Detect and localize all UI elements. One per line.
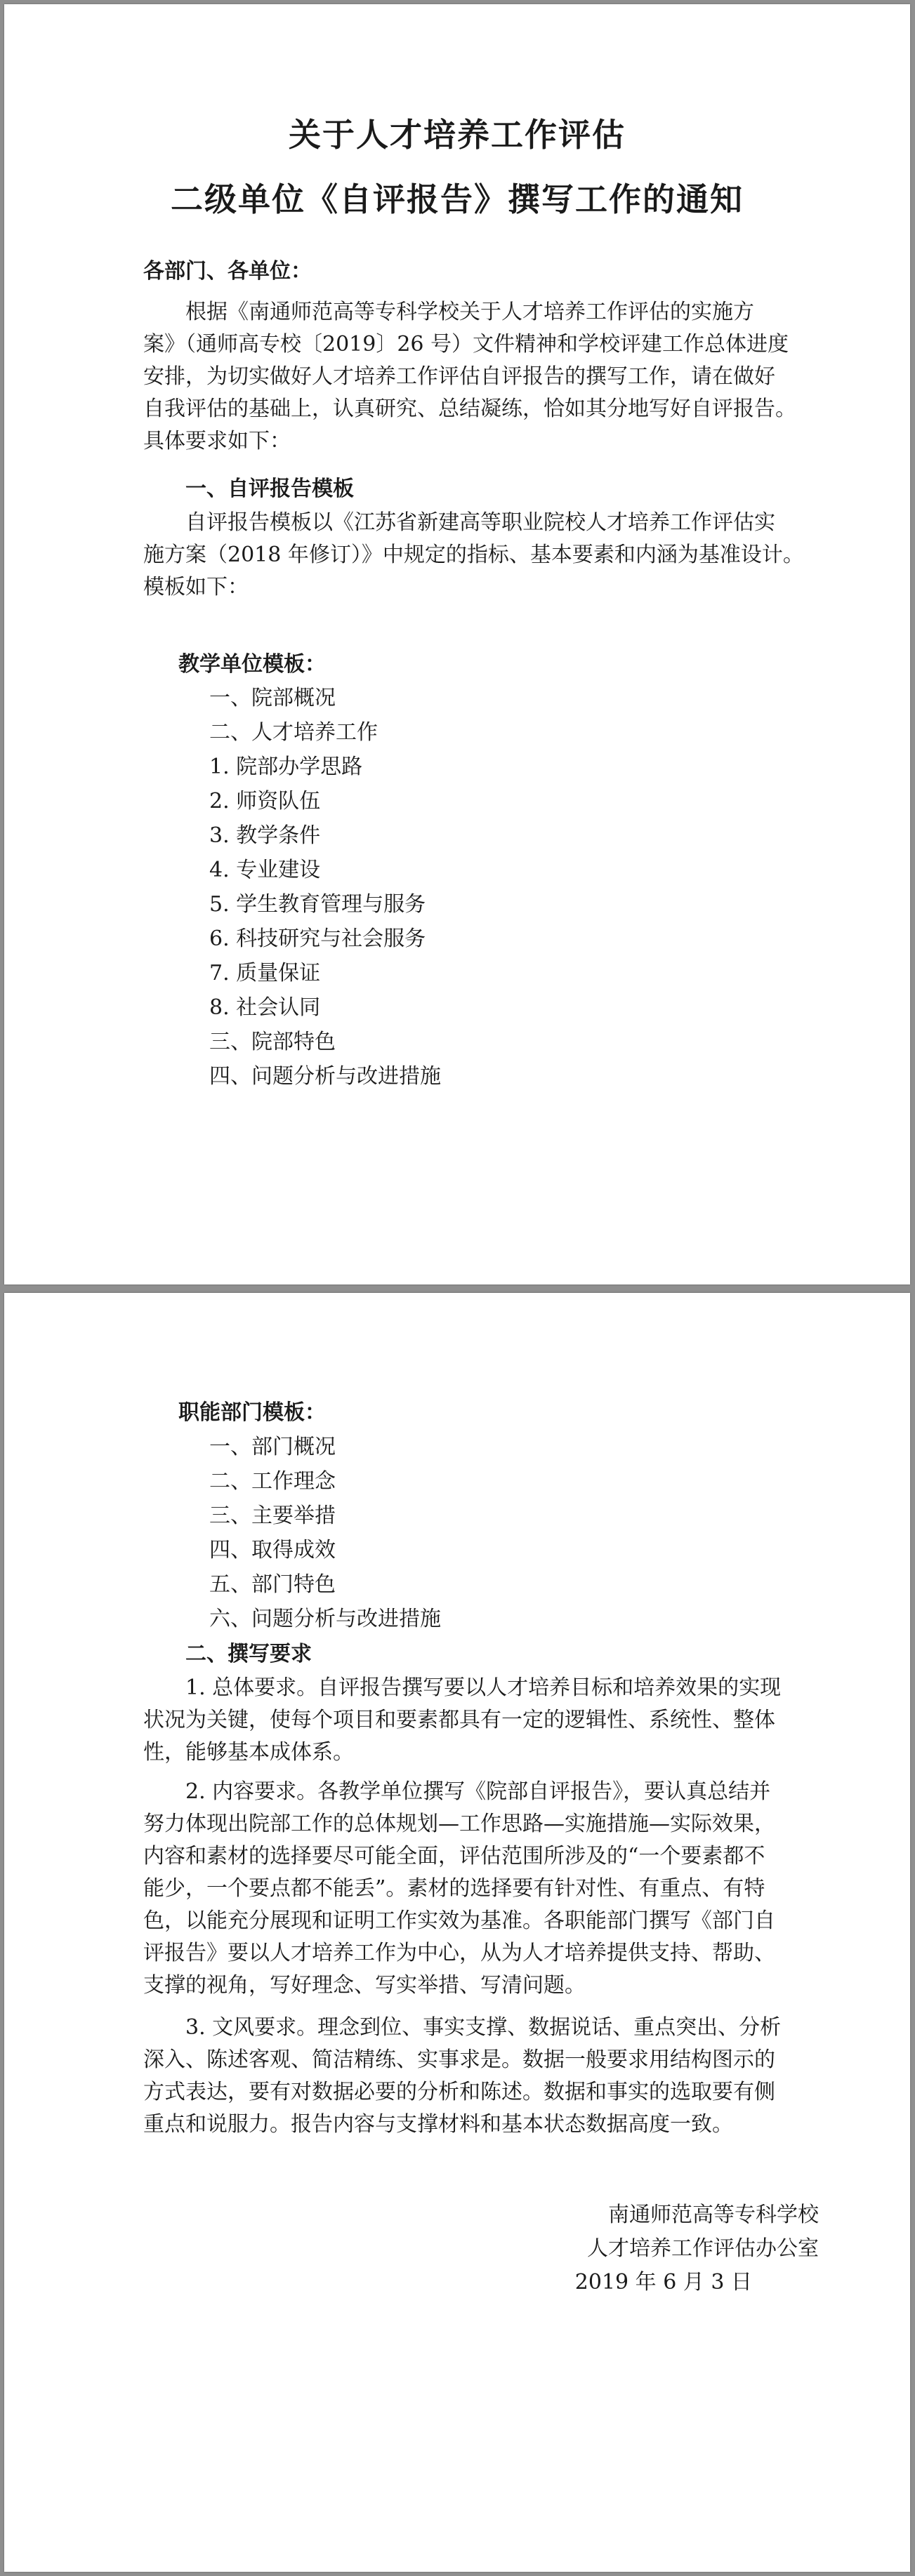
functional-template-item: 二、工作理念 [209, 1469, 336, 1494]
requirement-2-line: 能少，一个要点都不能丢”。素材的选择要有针对性、有重点、有特 [143, 1876, 765, 1901]
teaching-template-item: 三、院部特色 [209, 1030, 336, 1054]
section1-line: 施方案（2018 年修订）》中规定的指标、基本要素和内涵为基准设计。 [143, 543, 804, 567]
requirement-1-paragraph [143, 1672, 796, 1769]
signature-date: 2019 年 6 月 3 日 [574, 2270, 752, 2295]
functional-template-heading: 职能部门模板： [178, 1400, 326, 1425]
teaching-template-item: 一、院部概况 [209, 686, 336, 710]
requirement-2-line: 内容和素材的选择要尽可能全面，评估范围所涉及的“一个要素都不 [143, 1844, 765, 1868]
requirement-3-line: 重点和说服力。报告内容与支撑材料和基本状态数据高度一致。 [143, 2112, 733, 2137]
intro-line: 具体要求如下： [143, 429, 291, 453]
teaching-template-item: 二、人才培养工作 [209, 720, 378, 745]
signature-organization: 南通师范高等专科学校 [608, 2203, 819, 2227]
functional-template-item: 六、问题分析与改进措施 [209, 1607, 441, 1631]
teaching-template-item: 2. 师资队伍 [209, 789, 321, 814]
section2-heading: 二、撰写要求 [185, 1642, 312, 1666]
teaching-template-item: 6. 科技研究与社会服务 [209, 927, 426, 951]
requirement-3-paragraph [143, 2012, 796, 2141]
section1-line: 自评报告模板以《江苏省新建高等职业院校人才培养工作评估实 [185, 510, 775, 535]
teaching-template-item: 四、问题分析与改进措施 [209, 1064, 441, 1089]
document-page-1 [4, 4, 910, 1284]
section1-line: 模板如下： [143, 575, 249, 599]
requirement-2-line: 支撑的视角，写好理念、写实举措、写清问题。 [143, 1973, 586, 1998]
requirement-3-line: 3. 文风要求。理念到位、事实支撑、数据说话、重点突出、分析 [185, 2015, 782, 2040]
requirement-2-paragraph [143, 1776, 796, 2002]
section1-heading: 一、自评报告模板 [185, 477, 354, 501]
teaching-template-item: 8. 社会认同 [209, 995, 321, 1020]
teaching-template-item: 3. 教学条件 [209, 823, 321, 848]
intro-line: 根据《南通师范高等专科学校关于人才培养工作评估的实施方 [185, 300, 754, 324]
functional-template-item: 三、主要举措 [209, 1503, 336, 1528]
requirement-3-line: 方式表达，要有对数据必要的分析和陈述。数据和事实的选取要有侧 [143, 2080, 775, 2104]
intro-paragraph [143, 296, 796, 458]
section1-paragraph [143, 507, 804, 604]
requirement-1-line: 1. 总体要求。自评报告撰写要以人才培养目标和培养效果的实现 [185, 1675, 782, 1700]
signature-office: 人才培养工作评估办公室 [587, 2236, 819, 2261]
functional-template-item: 四、取得成效 [209, 1538, 336, 1562]
title-line-2: 二级单位《自评报告》撰写工作的通知 [171, 180, 744, 218]
intro-line: 自我评估的基础上，认真研究、总结凝练，恰如其分地写好自评报告。 [143, 397, 796, 421]
document-page-2 [4, 1293, 910, 2572]
teaching-template-item: 7. 质量保证 [209, 961, 321, 985]
requirement-2-line: 评报告》要以人才培养工作为中心，从为人才培养提供支持、帮助、 [143, 1941, 775, 1965]
teaching-template-heading: 教学单位模板： [178, 652, 326, 677]
teaching-template-item: 1. 院部办学思路 [209, 755, 363, 779]
teaching-template-item: 4. 专业建设 [209, 858, 321, 882]
intro-line: 安排，为切实做好人才培养工作评估自评报告的撰写工作，请在做好 [143, 364, 775, 389]
requirement-2-line: 色，以能充分展现和证明工作实效为基准。各职能部门撰写《部门自 [143, 1908, 775, 1933]
salutation: 各部门、各单位： [143, 259, 312, 284]
teaching-template-item: 5. 学生教育管理与服务 [209, 892, 426, 917]
requirement-2-line: 努力体现出院部工作的总体规划—工作思路—实施措施—实际效果， [143, 1812, 775, 1836]
requirement-1-line: 状况为关键，使每个项目和要素都具有一定的逻辑性、系统性、整体 [143, 1708, 775, 1732]
requirement-2-line: 2. 内容要求。各教学单位撰写《院部自评报告》，要认真总结并 [185, 1779, 771, 1804]
functional-template-item: 五、部门特色 [209, 1572, 336, 1597]
requirement-1-line: 性，能够基本成体系。 [143, 1740, 354, 1765]
requirement-3-line: 深入、陈述客观、简洁精练、实事求是。数据一般要求用结构图示的 [143, 2047, 775, 2072]
title-line-1: 关于人才培养工作评估 [289, 116, 626, 154]
intro-line: 案》（通师高专校〔2019〕26 号）文件精神和学校评建工作总体进度 [143, 332, 789, 357]
functional-template-item: 一、部门概况 [209, 1435, 336, 1459]
